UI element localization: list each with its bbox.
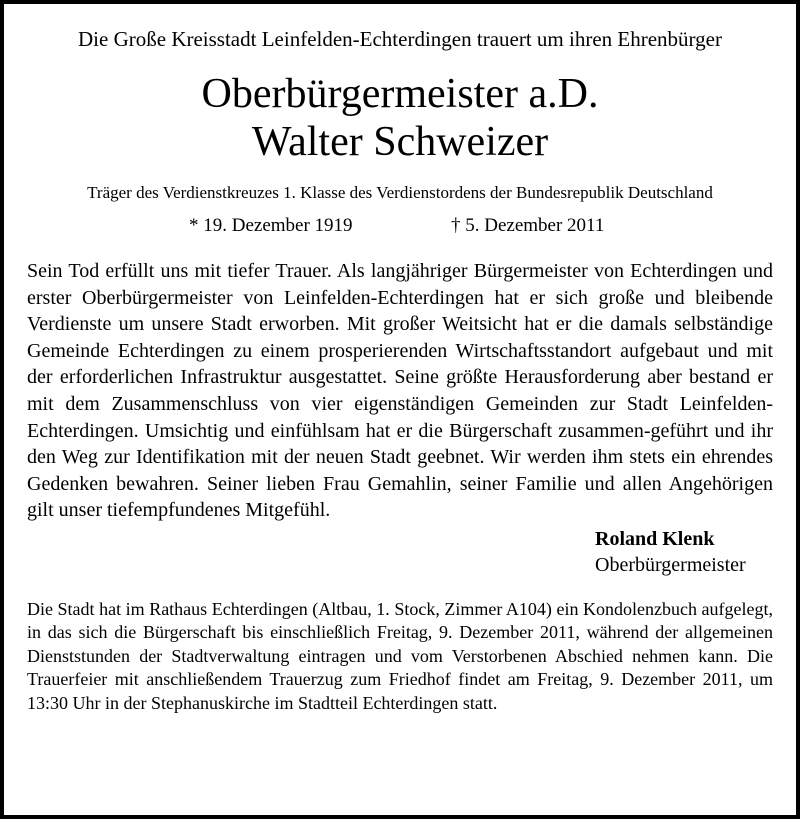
intro-line: Die Große Kreisstadt Leinfelden-Echterdingen trauert um ihren Ehrenbürger <box>78 27 722 51</box>
condolence-info: Die Stadt hat im Rathaus Echterdingen (Altbau, 1. Stock, Zimmer A104) ein Kondolenzbuch aufgelegt, in das sich die Bürgerschaft bis einschließlich Freitag, 9. Dezember 2011, während der allgemeinen Dienststunden der Stadtverwaltung eintragen und vom Verstorbenen Abschied nehmen kann. Die Trauerfeier mit anschließendem Trauerzug zum Friedhof findet am Freitag, 9. Dezember 2011, um 13:30 Uhr in der Stephanuskirche im Stadtteil Echterdingen statt. <box>27 598 773 713</box>
signature-name: Roland Klenk <box>595 527 715 550</box>
title-rank: Oberbürgermeister a.D. <box>201 71 599 117</box>
death-date: † 5. Dezember 2011 <box>451 215 605 236</box>
signature-block <box>595 526 773 578</box>
life-dates <box>27 214 773 238</box>
birth-date: * 19. Dezember 1919 <box>189 215 353 236</box>
tribute-text: Sein Tod erfüllt uns mit tiefer Trauer. Als langjähriger Bürgermeister von Echterdingen und erster Oberbürgermeister von Leinfelden-Echterdingen hat er sich große und bleibende Verdienste um unsere Stadt erworben. Mit großer Weitsicht hat er die damals selbständige Gemeinde Echterdingen zu einem prosperierenden Wirtschaftsstandort aufgebaut und mit der erforderlichen Infrastruktur ausgestattet. Seine größte Herausforderung aber bestand er mit dem Zusammenschluss von vier eigenständigen Gemeinden zur Stadt Leinfelden-Echterdingen. Umsichtig und einfühlsam hat er die Bürgerschaft zusammen-geführt und ihr den Weg zur Identifikation mit der neuen Stadt geebnet. Wir werden ihm stets ein ehrendes Gedenken bewahren. Seiner lieben Frau Gemahlin, seiner Familie und allen Angehörigen gilt unser tiefempfundenes Mitgefühl. <box>27 260 773 522</box>
signature-role: Oberbürgermeister <box>595 553 746 576</box>
award-line: Träger des Verdienstkreuzes 1. Klasse des Verdienstordens der Bundesrepublik Deutschland <box>87 183 713 202</box>
title-block <box>27 70 773 166</box>
deceased-name: Walter Schweizer <box>251 119 549 165</box>
